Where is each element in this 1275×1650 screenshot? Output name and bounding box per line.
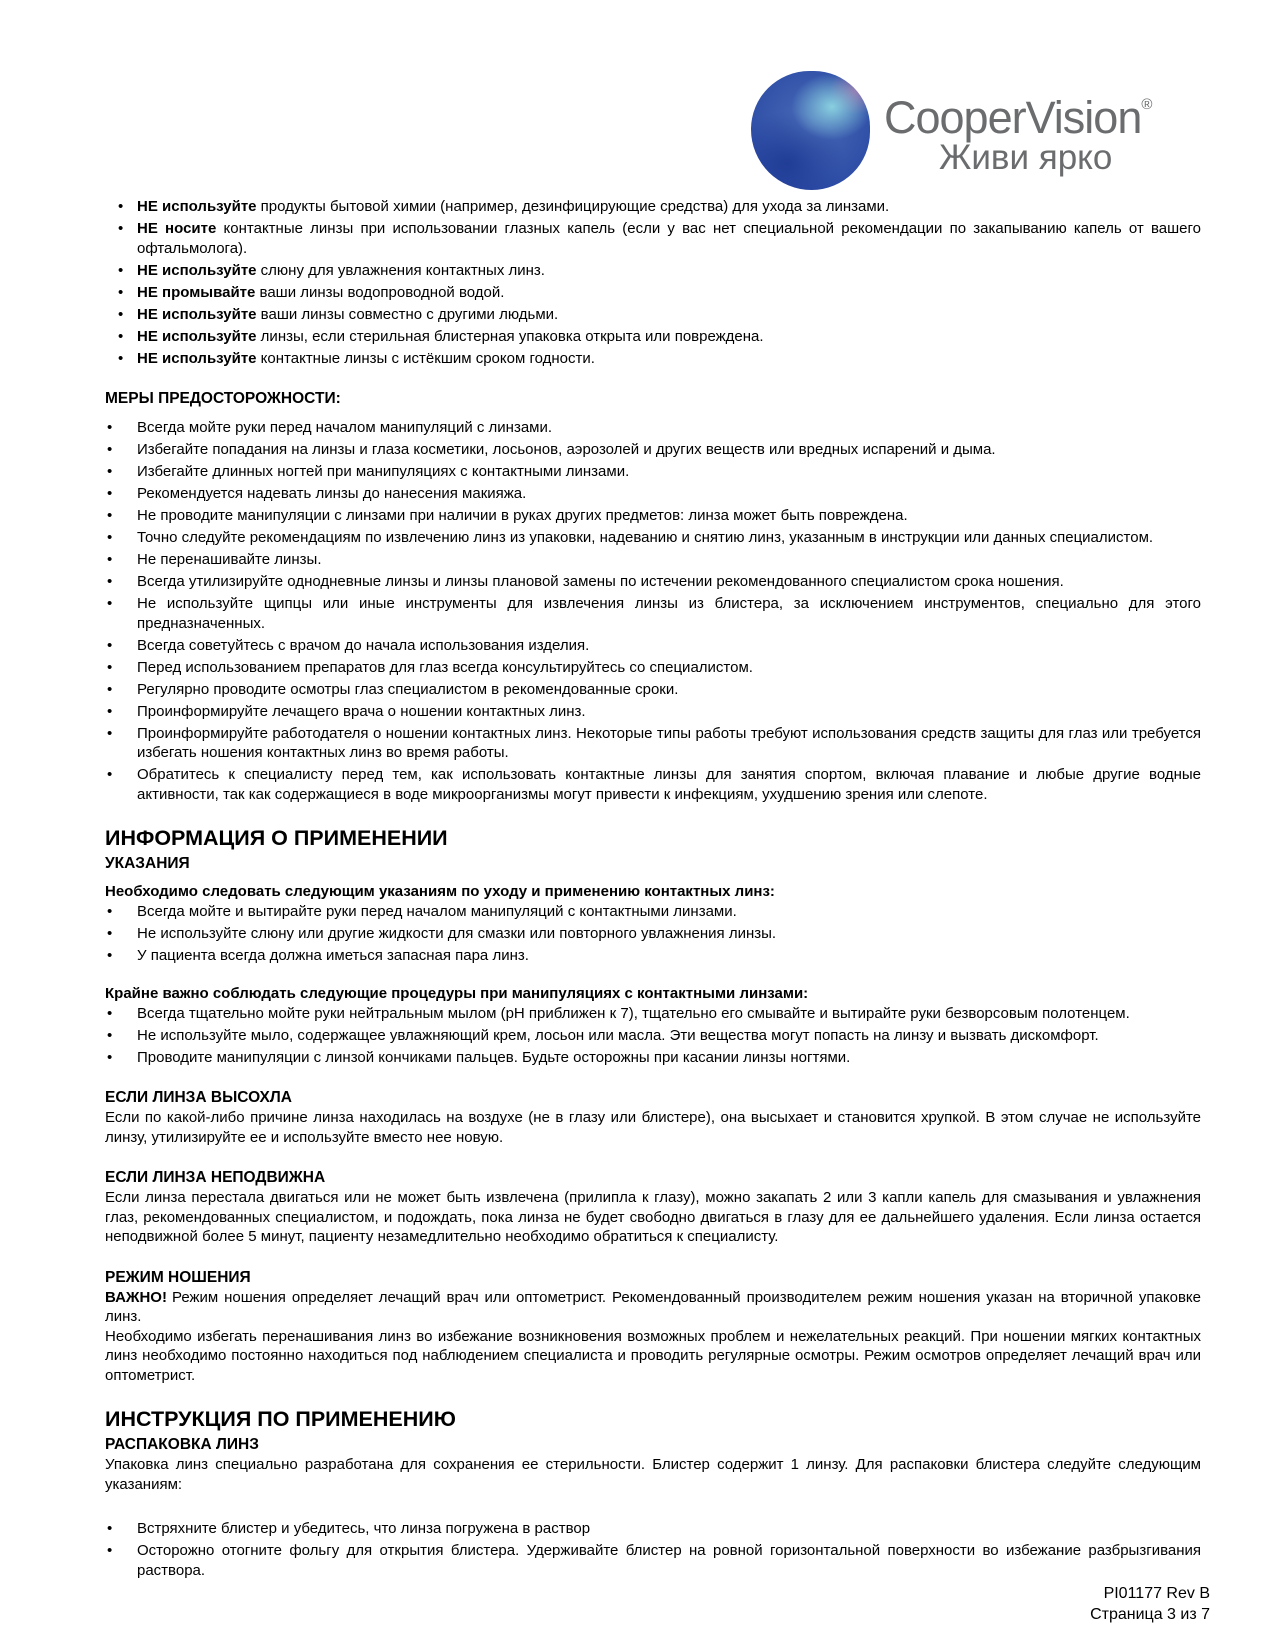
list-item: • Избегайте длинных ногтей при манипуляциях с контактными линзами. [105, 462, 1201, 482]
list-item: • НЕ используйте контактные линзы с истёкшим сроком годности. [105, 349, 1201, 369]
care-directions-lead: Необходимо следовать следующим указаниям по уходу и применению контактных линз: [105, 883, 775, 900]
list-item: • НЕ используйте слюну для увлажнения контактных линз. [105, 261, 1201, 281]
page-footer [1090, 1584, 1210, 1625]
page-number: Страница 3 из 7 [1090, 1605, 1210, 1623]
bullet-bold-lead: НЕ промывайте [137, 283, 256, 301]
list-item: • Перед использованием препаратов для глаз всегда консультируйтесь со специалистом. [105, 658, 1201, 678]
bullet-bold-lead: НЕ используйте [137, 305, 257, 323]
bullet-bold-lead: НЕ используйте [137, 261, 257, 279]
list-item: • Проводите манипуляции с линзой кончиками пальцев. Будьте осторожны при касании линзы ногтями. [105, 1048, 1201, 1068]
unpacking-subheading: РАСПАКОВКА ЛИНЗ [105, 1436, 259, 1453]
coopervision-globe-icon [751, 71, 870, 190]
do-not-warnings-list [105, 197, 1201, 368]
list-item: • Встряхните блистер и убедитесь, что линза погружена в раствор [105, 1519, 1201, 1539]
list-item: • НЕ носите контактные линзы при использовании глазных капель (если у вас нет специальной рекомендации по закапыванию капель от вашего офтальмолога). [105, 219, 1201, 258]
important-text: Режим ношения определяет лечащий врач или оптометрист. Рекомендованный производителем режим ношения указан на вторичной упаковке линз. [105, 1288, 1201, 1325]
wearing-schedule-important [105, 1288, 1201, 1327]
list-item: • НЕ промывайте ваши линзы водопроводной водой. [105, 283, 1201, 303]
logo-brand-text [884, 80, 1152, 143]
list-item: • НЕ используйте продукты бытовой химии (например, дезинфицирующие средства) для ухода за линзами. [105, 197, 1201, 217]
bullet-bold-lead: НЕ используйте [137, 349, 257, 367]
logo-tagline: Живи ярко [939, 138, 1113, 177]
document-content [105, 197, 1201, 1583]
list-item: • Регулярно проводите осмотры глаз специалистом в рекомендованные сроки. [105, 680, 1201, 700]
list-item: • Не используйте мыло, содержащее увлажняющий крем, лосьон или масла. Эти вещества могут попасть на линзу и вызвать дискомфорт. [105, 1026, 1201, 1046]
list-item: • Не используйте слюну или другие жидкости для смазки или повторного увлажнения линзы. [105, 924, 1201, 944]
wearing-schedule-heading: РЕЖИМ НОШЕНИЯ [105, 1268, 251, 1286]
document-number: PI01177 Rev B [1103, 1585, 1210, 1602]
list-item: • Проинформируйте работодателя о ношении контактных линз. Некоторые типы работы требуют использования средств защиты для глаз или требуется избегать ношения контактных линз во время работы. [105, 724, 1201, 763]
list-item: • Не проводите манипуляции с линзами при наличии в руках других предметов: линза может быть повреждена. [105, 506, 1201, 526]
handling-procedures-list [105, 1004, 1201, 1068]
list-item: • Всегда тщательно мойте руки нейтральным мылом (pH приближен к 7), тщательно его смывайте и вытирайте руки безворсовым полотенцем. [105, 1004, 1201, 1024]
list-item: • Избегайте попадания на линзы и глаза косметики, лосьонов, аэрозолей и других веществ или вредных испарений и дыма. [105, 440, 1201, 460]
list-item: • Рекомендуется надевать линзы до нанесения макияжа. [105, 484, 1201, 504]
list-item: • Проинформируйте лечащего врача о ношении контактных линз. [105, 702, 1201, 722]
list-item: • У пациента всегда должна иметься запасная пара линз. [105, 946, 1201, 966]
precautions-heading: МЕРЫ ПРЕДОСТОРОЖНОСТИ: [105, 390, 341, 407]
usage-info-heading: ИНФОРМАЦИЯ О ПРИМЕНЕНИИ [105, 826, 448, 850]
lens-dried-text: Если по какой-либо причине линза находилась на воздухе (не в глазу или блистере), она высыхает и становится хрупкой. В этом случае не используйте линзу, утилизируйте ее и используйте вместо нее новую. [105, 1109, 1201, 1146]
list-item: • НЕ используйте линзы, если стерильная блистерная упаковка открыта или повреждена. [105, 327, 1201, 347]
lens-stuck-heading: ЕСЛИ ЛИНЗА НЕПОДВИЖНА [105, 1169, 326, 1186]
precautions-list [105, 418, 1201, 804]
list-item: • Не используйте щипцы или иные инструменты для извлечения линзы из блистера, за исключением инструментов, специально для этого предназначенных. [105, 594, 1201, 633]
list-item: • Всегда советуйтесь с врачом до начала использования изделия. [105, 636, 1201, 656]
instructions-heading: ИНСТРУКЦИЯ ПО ПРИМЕНЕНИЮ [105, 1407, 456, 1431]
list-item: • Всегда утилизируйте однодневные линзы и линзы плановой замены по истечении рекомендованного специалистом срока ношения. [105, 572, 1201, 592]
list-item: • Всегда мойте руки перед началом манипуляций с линзами. [105, 418, 1201, 438]
list-item: • НЕ используйте ваши линзы совместно с другими людьми. [105, 305, 1201, 325]
bullet-bold-lead: НЕ носите [137, 220, 217, 237]
directions-subheading: УКАЗАНИЯ [105, 855, 190, 872]
handling-procedures-lead: Крайне важно соблюдать следующие процедуры при манипуляциях с контактными линзами: [105, 985, 809, 1002]
brand-name: CooperVision [884, 92, 1142, 143]
list-item: • Всегда мойте и вытирайте руки перед началом манипуляций с контактными линзами. [105, 902, 1201, 922]
list-item: • Точно следуйте рекомендациям по извлечению линз из упаковки, надеванию и снятию линз, указанным в инструкции или данных специалистом. [105, 528, 1201, 548]
lens-stuck-text: Если линза перестала двигаться или не может быть извлечена (прилипла к глазу), можно закапать 2 или 3 капли капель для смазывания и увлажнения глаз, рекомендованных специалистом, и подождать, пока линза не будет свободно двигаться в глазу для ее дальнейшего удаления. Если линза остается неподвижной более 5 минут, пациенту незамедлительно необходимо обратиться к специалисту. [105, 1189, 1201, 1245]
list-item: • Не перенашивайте линзы. [105, 550, 1201, 570]
unpacking-steps-list [105, 1519, 1201, 1580]
bullet-bold-lead: НЕ используйте [137, 327, 257, 345]
care-directions-list [105, 902, 1201, 966]
unpacking-intro: Упаковка линз специально разработана для сохранения ее стерильности. Блистер содержит 1 линзу. Для распаковки блистера следуйте следующим указаниям: [105, 1456, 1201, 1493]
important-label: ВАЖНО! [105, 1288, 167, 1306]
list-item: • Осторожно отогните фольгу для открытия блистера. Удерживайте блистер на ровной горизонтальной поверхности во избежание разбрызгивания раствора. [105, 1541, 1201, 1580]
bullet-bold-lead: НЕ используйте [137, 198, 257, 215]
list-item: • Обратитесь к специалисту перед тем, как использовать контактные линзы для занятия спортом, включая плавание и любые другие водные активности, так как содержащиеся в воде микроорганизмы могут привести к инфекциям, ухудшению зрения или слепоте. [105, 765, 1201, 804]
registered-trademark-icon: ® [1141, 96, 1153, 113]
wearing-schedule-text: Необходимо избегать перенашивания линз во избежание возникновения возможных проблем и нежелательных реакций. При ношении мягких контактных линз необходимо постоянно находиться под наблюдением специалиста и проводить регулярные осмотры. Режим осмотров определяет лечащий врач или оптометрист. [105, 1327, 1201, 1384]
lens-dried-heading: ЕСЛИ ЛИНЗА ВЫСОХЛА [105, 1089, 292, 1106]
